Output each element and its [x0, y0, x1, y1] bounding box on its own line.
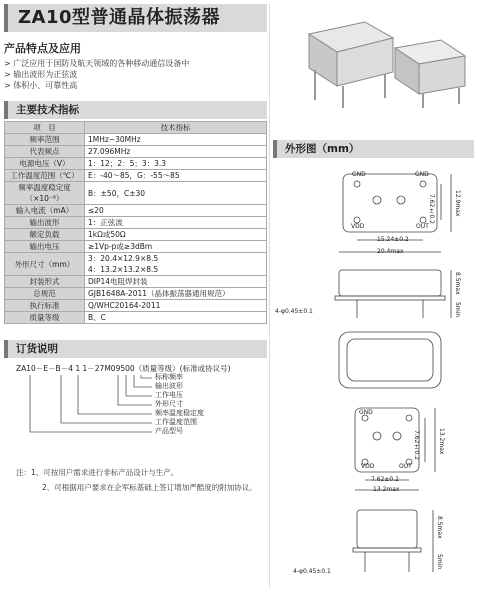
spec-value: B、C — [85, 312, 267, 324]
table-row — [5, 300, 267, 312]
spec-key: 输入电流（mA） — [5, 205, 85, 217]
pin-label: GND — [415, 171, 429, 178]
outline-title: 外形图（mm） — [273, 140, 474, 158]
outline-side-view-2 — [357, 510, 417, 548]
page-header — [4, 4, 267, 32]
table-row — [5, 182, 267, 205]
spec-value: ≤20 — [85, 205, 267, 217]
table-row — [5, 158, 267, 170]
dim-label: 20.4max — [377, 248, 404, 255]
outline-bottom-view-1 — [339, 332, 441, 388]
table-row — [5, 253, 267, 276]
ordering-diagram — [16, 363, 266, 453]
spec-key: 质量等级 — [5, 312, 85, 324]
pin-label: GND — [352, 171, 366, 178]
dim-label: 13.2max — [373, 486, 400, 493]
header-cell: 技术指标 — [85, 122, 267, 134]
spec-value: 1MHz~30MHz — [85, 134, 267, 146]
spec-value: DIP14电阻焊封装 — [85, 276, 267, 288]
outline-drawings — [273, 160, 474, 588]
spec-key: 封装形式 — [5, 276, 85, 288]
dim-label: 8.5max — [454, 272, 461, 295]
spec-key: 频率范围 — [5, 134, 85, 146]
order-label: 外形尺寸 — [155, 400, 183, 408]
table-row — [5, 205, 267, 217]
features-title: 产品特点及应用 — [4, 42, 81, 55]
dim-label: 5min — [436, 554, 443, 570]
spec-key: 执行标准 — [5, 300, 85, 312]
table-row — [5, 170, 267, 182]
order-label: 输出波形 — [155, 382, 183, 390]
spec-value: Q/WHC20164-2011 — [85, 300, 267, 312]
notes — [16, 465, 276, 495]
spec-value: B：±50，C±30 — [85, 182, 267, 205]
pin-label: VDD — [351, 223, 365, 230]
dim-label: 7.62±0.2 — [371, 476, 399, 483]
table-row — [5, 146, 267, 158]
dim-label: 4-φ0.45±0.1 — [293, 568, 331, 575]
spec-value: GJB1648A-2011（晶体振荡器通用规范） — [85, 288, 267, 300]
spec-key: 代表频点 — [5, 146, 85, 158]
spec-key: 电源电压（V） — [5, 158, 85, 170]
feature-item: > 广泛应用于国防及航天领域的各种移动通信设备中 — [4, 59, 190, 68]
dim-label: 8.5max — [436, 516, 443, 539]
order-label: 标称频率 — [155, 373, 183, 381]
spec-key: 输出波形 — [5, 217, 85, 229]
feature-item: > 体积小、可靠性高 — [4, 81, 78, 90]
table-row — [5, 288, 267, 300]
page-title: ZA10型普通晶体振荡器 — [18, 7, 221, 28]
dim-label: 4-φ0.45±0.1 — [275, 308, 313, 315]
note-item: 2、可根据用户要求在企军标基础上签订增加严酷度的附加协议。 — [42, 483, 257, 492]
product-photo — [273, 4, 474, 112]
spec-value: 27.096MHz — [85, 146, 267, 158]
spec-key: 外形尺寸（mm） — [5, 253, 85, 276]
dim-label: 15.24±0.2 — [377, 236, 409, 243]
order-label: 产品型号 — [155, 427, 183, 435]
pin-label: VDD — [361, 463, 375, 470]
ordering-code: ZA10－E－B－4 1 1－27M09500（质量等级）(标准或协议号) — [16, 364, 231, 373]
outline-side-view-1 — [339, 270, 441, 296]
specs-title: 主要技术指标 — [4, 101, 267, 119]
spec-value: E：-40～85，G：-55～85 — [85, 170, 267, 182]
features-section — [4, 40, 267, 91]
spec-value: ≥1Vp-p或≥3dBm — [85, 241, 267, 253]
pin-label: OUT — [399, 463, 412, 470]
table-row — [5, 276, 267, 288]
order-label: 频率温度稳定度 — [155, 409, 204, 417]
note-item: 注：1、可按用户需求进行非标产品设计与生产。 — [16, 468, 179, 477]
order-label: 工作电压 — [155, 391, 183, 399]
spec-value: 1：12；2：5；3：3.3 — [85, 158, 267, 170]
spec-key: 输出电压 — [5, 241, 85, 253]
specs-table — [4, 121, 267, 324]
spec-key: 额定负载 — [5, 229, 85, 241]
table-row — [5, 229, 267, 241]
feature-item: > 输出波形为正弦波 — [4, 70, 78, 79]
table-header-row — [5, 122, 267, 134]
dim-label: 13.2max — [438, 428, 445, 455]
header-cell: 项 目 — [5, 122, 85, 134]
dim-label: 7.62±0.2 — [428, 194, 435, 224]
table-row — [5, 217, 267, 229]
spec-key: 工作温度范围（℃） — [5, 170, 85, 182]
table-row — [5, 241, 267, 253]
oscillator-image-left — [309, 22, 393, 108]
pin-label: GND — [359, 409, 373, 416]
spec-value: 1kΩ或50Ω — [85, 229, 267, 241]
pin-label: OUT — [416, 223, 429, 230]
dim-label: 5min — [454, 302, 461, 318]
table-row — [5, 134, 267, 146]
dim-label: 7.62±0.2 — [413, 430, 420, 460]
order-label: 工作温度范围 — [155, 418, 197, 426]
column-divider — [269, 4, 270, 588]
table-row — [5, 312, 267, 324]
spec-key: 频率温度稳定度（×10⁻⁶） — [5, 182, 85, 205]
spec-value: 3：20.4×12.9×8.5 4：13.2×13.2×8.5 — [85, 253, 267, 276]
spec-key: 总规范 — [5, 288, 85, 300]
spec-value: 1：正弦波 — [85, 217, 267, 229]
ordering-title: 订货说明 — [4, 340, 267, 358]
dim-label: 12.9max — [454, 190, 461, 217]
oscillator-image-right — [395, 40, 465, 108]
